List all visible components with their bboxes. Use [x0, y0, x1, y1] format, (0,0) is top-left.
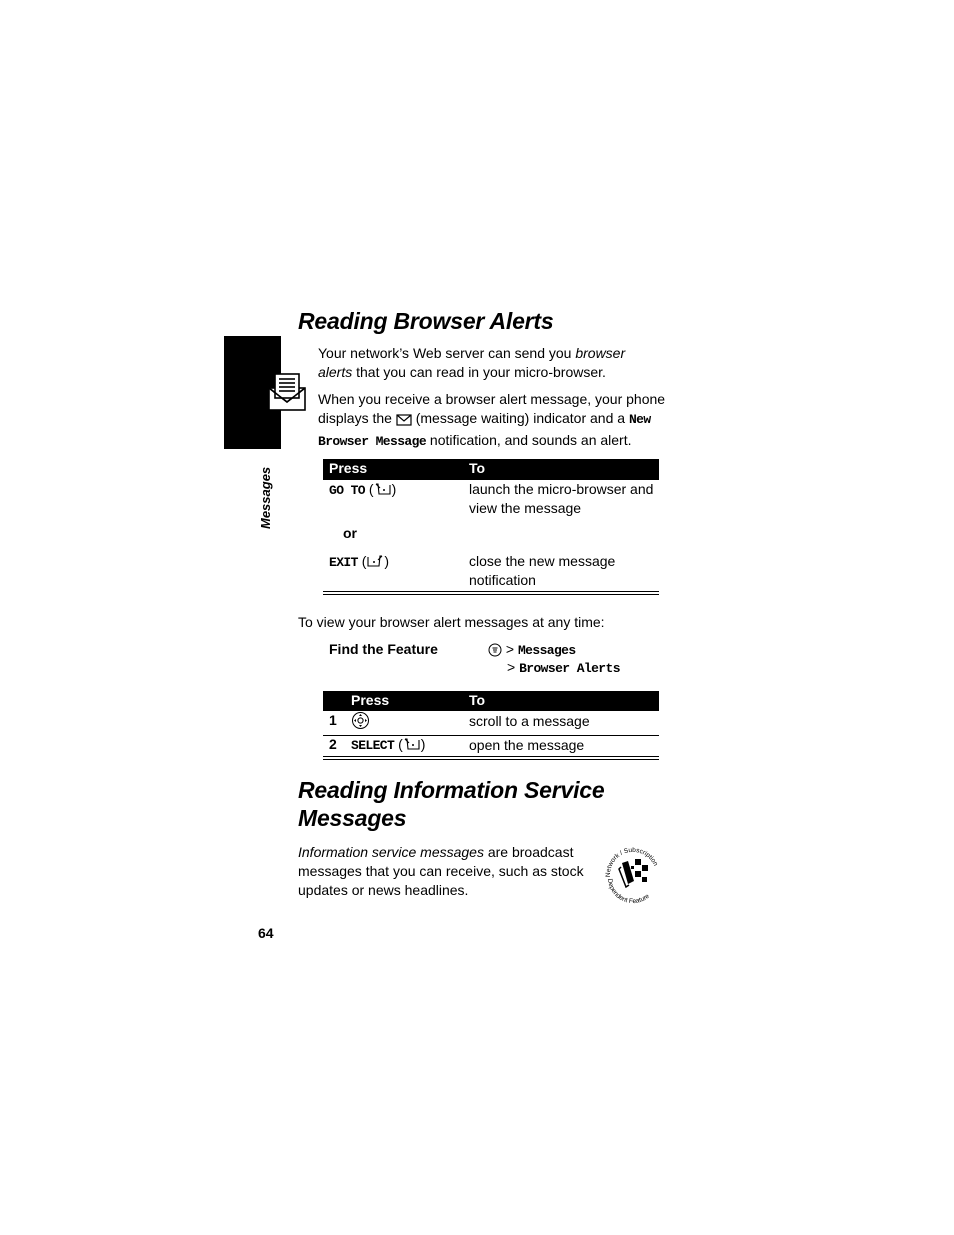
- emphasis-text: Information service messages: [298, 844, 484, 860]
- display-text-new-browser-message: New Browser Message: [318, 412, 651, 449]
- left-soft-key-icon: [403, 737, 421, 750]
- page-number: 64: [258, 925, 274, 941]
- header-to: To: [469, 460, 486, 476]
- table-row: [329, 481, 396, 498]
- menu-item-browser-alerts[interactable]: Browser Alerts: [519, 661, 620, 676]
- text: ): [420, 736, 426, 752]
- menu-item-messages[interactable]: Messages: [517, 643, 576, 658]
- find-feature-path-2: [507, 659, 620, 676]
- text: ): [384, 553, 390, 569]
- title-line-1: Reading Information Service: [298, 777, 605, 803]
- header-press: Press: [329, 460, 368, 476]
- section-title-info-service: [298, 776, 604, 832]
- side-tab-label: Messages: [258, 466, 273, 529]
- or-label: or: [343, 525, 357, 541]
- find-feature-path-1: [488, 641, 576, 660]
- intro-paragraph: [318, 344, 648, 382]
- table-2-rule-b: [323, 759, 659, 760]
- text: (: [394, 736, 403, 752]
- action-close: close the new message notification: [469, 553, 616, 588]
- network-subscription-dependent-feature-icon: [602, 843, 664, 907]
- emphasis-text: browser alerts: [318, 345, 626, 380]
- right-soft-key-icon: [366, 554, 384, 567]
- text: notification, and sounds an alert.: [426, 432, 632, 448]
- press-table-1: [323, 459, 659, 588]
- badge-bottom-text: Dependent Feature: [605, 878, 651, 906]
- text: (message waiting) indicator and a: [411, 410, 629, 426]
- table-2-rule-a: [323, 756, 659, 757]
- action-launch: launch the micro-browser and view the message: [469, 481, 654, 516]
- path-separator: >: [507, 659, 516, 675]
- table-header: [323, 691, 659, 711]
- view-alerts-intro: To view your browser alert messages at any time:: [298, 614, 605, 630]
- table-row: [351, 736, 425, 753]
- left-soft-key-icon: [374, 482, 392, 495]
- text: (: [357, 553, 367, 569]
- table-1-rule-b: [323, 594, 659, 595]
- menu-key-icon: [488, 643, 502, 660]
- text: When you receive a browser alert message, your phone displays the: [318, 391, 666, 426]
- find-feature-label: Find the Feature: [329, 641, 438, 657]
- text: are broadcast messages that you can receive, such as stock updates or news headlines.: [298, 844, 584, 898]
- table-row: [329, 553, 389, 570]
- action-scroll: scroll to a message: [469, 713, 590, 729]
- title-line-2: Messages: [298, 805, 407, 831]
- header-press: Press: [351, 692, 390, 708]
- text: Your network’s Web server can send you: [318, 345, 576, 361]
- info-service-paragraph: [298, 843, 594, 900]
- path-separator: >: [505, 641, 515, 657]
- select-key[interactable]: SELECT: [351, 738, 395, 753]
- badge-top-text: Network / Subscription: [604, 846, 659, 878]
- action-open: open the message: [469, 737, 585, 753]
- step-number: 1: [329, 712, 337, 728]
- alert-paragraph-line1: [318, 390, 668, 451]
- header-to: To: [469, 692, 486, 708]
- svg-text:Network / Subscription: [605, 847, 659, 877]
- text: ): [391, 481, 397, 497]
- press-table-2: [323, 691, 659, 753]
- table-header: [323, 459, 659, 480]
- message-envelope-icon: [266, 372, 308, 412]
- exit-key[interactable]: EXIT: [329, 555, 358, 570]
- text: that you can read in your micro-browser.: [352, 364, 606, 380]
- nav-key-icon[interactable]: [351, 711, 370, 735]
- section-title-browser-alerts: Reading Browser Alerts: [298, 308, 554, 334]
- go-to-key[interactable]: GO TO: [329, 483, 366, 498]
- text: (: [365, 481, 374, 497]
- step-number: 2: [329, 736, 337, 752]
- table-1-rule-a: [323, 591, 659, 592]
- message-waiting-icon: [396, 412, 412, 431]
